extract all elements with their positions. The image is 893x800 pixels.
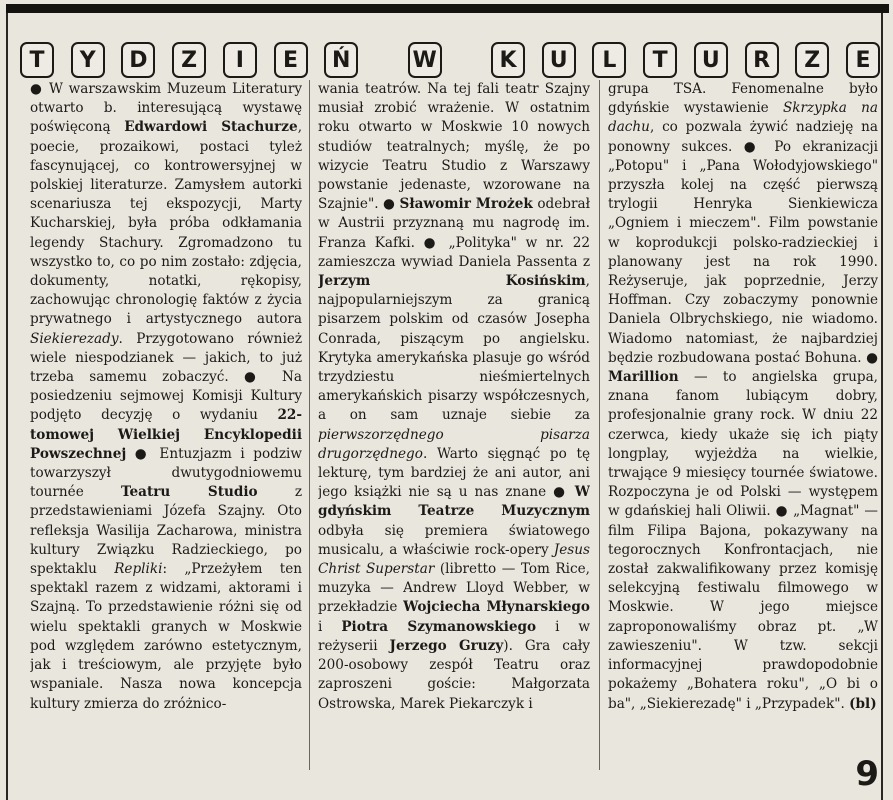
bold-name: Jerzym Kosińskim	[318, 273, 586, 290]
text-run: , najpopularniejszym za granicą pisarzem polskim od czasów Josepha Conrada, piszącym po angielsku. Krytyka amerykańska plasuje go wśród trzydziestu nieśmiertelnych amerykańskich pisarzy współczesnych, a on sam uznaje siebie za	[318, 273, 590, 424]
masthead-letter: R	[745, 42, 779, 78]
text-run: : „Przeżyłem ten spektakl razem z widzami, aktorami i Szajną. To przedstawienie różni się od wielu spektakli granych w Moskwie pod względem zarówno estetycznym, jak i treściowym, ale przyjęte było wspaniale. Nasza nowa koncepcja kultury zmierza do zróżnico-	[30, 561, 302, 712]
italic-title: pierwszorzędnego pisarza drugorzędnego	[318, 426, 590, 462]
text-run: ● Entuzjazm i podziw towarzyszył dwutygodniowemu tournée	[30, 445, 302, 501]
italic-title: Repliki	[114, 561, 163, 578]
bold-name: W gdyńskim Teatrze Muzycznym	[318, 484, 590, 520]
masthead-letter: Z	[172, 42, 206, 78]
bold-name: Wojciecha Młynarskiego	[403, 599, 590, 616]
text-run: i w reżyserii	[318, 618, 590, 654]
bold-name: Sławomir Mrożek	[399, 196, 533, 213]
bold-name: Teatru Studio	[120, 484, 258, 501]
masthead-letter: T	[20, 42, 54, 78]
text-run: , poecie, prozaikowi, postaci tyleż fascynującej, co kontrowersyjnej w polskiej literaturze. Zamysłem autorki scenariusza tej ekspozycji, Marty Kucharskiej, była próba odkłamania legendy Stachury. Zgromadzono tu wszystko to, co po nim zostało: zdjęcia, dokumenty, notatki, rękopisy, zachowując chronologię faktów z życia prywatnego i artystycznego autora	[30, 119, 302, 328]
italic-title: Siekierezady	[30, 330, 119, 347]
masthead-letter: E	[274, 42, 308, 78]
masthead-letter: U	[694, 42, 728, 78]
text-run: ). Gra cały 200-osobowy zespół Teatru oraz zaproszeni goście: Małgorzata Ostrowska, Marek Piekarczyk i	[318, 637, 590, 712]
column-text	[30, 80, 302, 714]
page-number: 9	[855, 754, 879, 794]
text-run: odbyła się premiera światowego musicalu, a właściwie rock-opery	[318, 522, 590, 558]
masthead-letter: W	[408, 42, 442, 78]
bold-name: 22-tomowej Wielkiej Encyklopedii Powszechnej	[30, 407, 302, 462]
text-run: . Przygotowano również wiele niespodzianek — jakich, to już trzeba samemu zobaczyć. ● Na posiedzeniu sejmowej Komisji Kultury podjęto decyzję o wydaniu	[30, 330, 302, 424]
bold-name: (bl)	[849, 695, 877, 712]
column-divider	[599, 80, 600, 770]
article-column-1	[30, 80, 302, 760]
text-run: — to angielska grupa, znana fanom lubiącym dobry, profesjonalnie grany rock. W dniu 22 czerwca, kiedy ukaże się ich piąty longplay, wyjeżdża na wielkie, trwające 9 miesięcy tournée światowe. Rozpoczyna je od Polski — występem w gdańskiej hali Oliwii. ● „Magnat" — film Filipa Bajona, pokazywany na tegorocznych Konfrontacjach, nie został zakwalifikowany przez komisję selekcyjną festiwalu filmowego w Moskwie. W jego miejsce zaproponowaliśmy obraz pt. „W zawieszeniu". W tzw. sekcji informacyjnej prawdopodobnie pokażemy „Bohatera roku", „O bi o ba", „Siekierezadę" i „Przypadek".	[608, 369, 878, 712]
text-run: . Warto sięgnąć po tę lekturę, tym bardziej że ani autor, ani jego książki nie są u nas znane ●	[318, 445, 590, 501]
masthead-letter: T	[643, 42, 677, 78]
text-run: odebrał w Austrii przyznaną mu nagrodę im. Franza Kafki. ● „Polityka" w nr. 22 zamieszcza wywiad Daniela Passenta z	[318, 196, 590, 270]
text-run: , co pozwala żywić nadzieję na ponowny sukces. ● Po ekranizacji „Potopu" i „Pana Wołodyjowskiego" przyszła kolej na część pierwszą trylogii Henryka Sienkiewicza „Ogniem i mieczem". Film powstanie w koprodukcji polsko-radzieckiej i planowany jest na rok 1990. Reżyseruje, jak poprzednie, Jerzy Hoffman. Czy zobaczymy ponownie Daniela Olbrychskiego, nie wiadomo. Wiadomo natomiast, że najbardziej będzie rozbudowana postać Bohuna. ●	[608, 119, 878, 366]
masthead-letter: E	[846, 42, 880, 78]
article-column-2	[318, 80, 590, 760]
masthead-letter: D	[121, 42, 155, 78]
masthead-letter: K	[491, 42, 525, 78]
bold-name: Jerzego Gruzy	[389, 637, 504, 654]
article-column-3	[608, 80, 878, 760]
masthead-letter: I	[223, 42, 257, 78]
text-run: i	[318, 618, 342, 635]
text-run: grupa TSA. Fenomenalne było gdyńskie wystawienie	[608, 81, 878, 117]
left-frame-line	[6, 13, 8, 800]
top-rule	[6, 4, 889, 13]
masthead-letter: L	[592, 42, 626, 78]
italic-title: Jesus Christ Superstar	[318, 541, 590, 578]
bold-name: Edwardowi Stachurze	[124, 119, 298, 136]
column-text	[608, 80, 878, 714]
right-frame-line	[881, 13, 883, 800]
section-masthead	[20, 40, 880, 80]
masthead-letter: U	[542, 42, 576, 78]
text-run: (libretto — Tom Rice, muzyka — Andrew Lloyd Webber, w przekładzie	[318, 561, 590, 616]
masthead-letter: Ń	[324, 42, 358, 78]
italic-title: Skrzypka na dachu	[608, 100, 878, 136]
masthead-letter: Z	[795, 42, 829, 78]
column-divider	[309, 80, 310, 770]
column-text	[318, 80, 590, 714]
text-run: ● W warszawskim Muzeum Literatury otwarto b. interesującą wystawę poświęconą	[30, 81, 302, 136]
masthead-letter: Y	[71, 42, 105, 78]
bold-name: Piotra Szymanowskiego	[341, 618, 537, 635]
text-run: z przedstawieniami Józefa Szajny. Oto refleksja Wasilija Zacharowa, ministra kultury Związku Radzieckiego, po spektaklu	[30, 484, 302, 578]
text-run: wania teatrów. Na tej fali teatr Szajny musiał zrobić wrażenie. W ostatnim roku otwarto w Moskwie 10 nowych studiów teatralnych; myślę, że po wizycie Teatru Studio z Warszawy powstanie jedenaste, wzorowane na Szajnie". ●	[318, 81, 590, 213]
bold-name: Marillion	[608, 369, 679, 386]
